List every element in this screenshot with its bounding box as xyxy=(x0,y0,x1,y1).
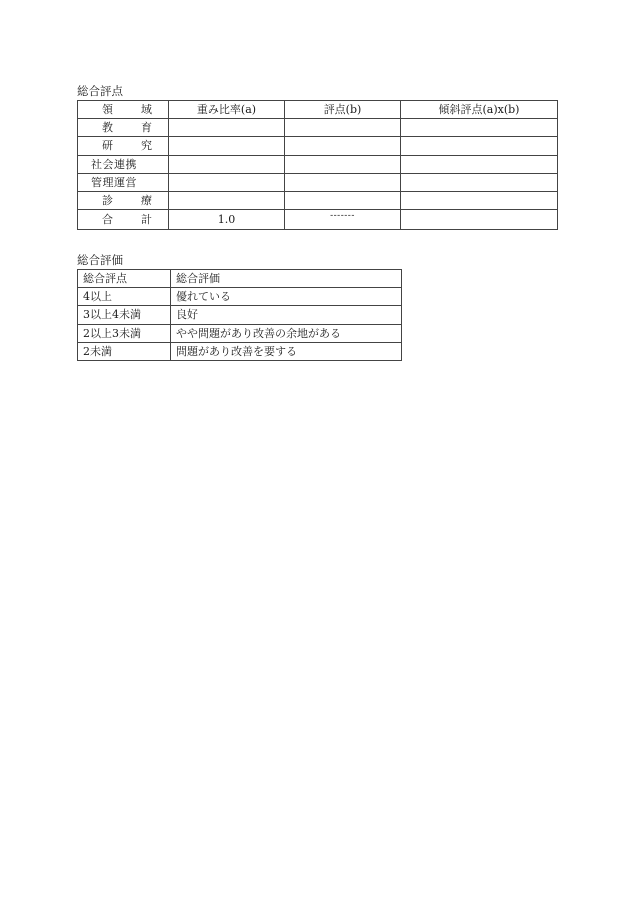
domain-cell xyxy=(78,191,169,209)
evaluation-cell: 優れている xyxy=(171,288,402,306)
eval-section-title: 総合評価 xyxy=(77,253,123,267)
header-weight: 重み比率(a) xyxy=(169,101,285,119)
domain-char-2: 療 xyxy=(141,194,152,208)
score-table-header-row xyxy=(78,101,558,119)
domain-char-1: 合 xyxy=(102,213,113,227)
header-domain-char-1: 領 xyxy=(102,103,113,117)
table-row xyxy=(78,119,558,137)
domain-char-1: 教 xyxy=(102,121,113,135)
header-domain xyxy=(78,101,169,119)
weight-cell xyxy=(169,137,285,155)
domain-text: 管理運営 xyxy=(91,175,137,189)
domain-char-2: 計 xyxy=(141,213,152,227)
score-total-cell xyxy=(285,210,401,230)
weight-cell xyxy=(169,173,285,191)
table-row xyxy=(78,288,402,306)
table-row xyxy=(78,342,402,360)
score-cell xyxy=(285,155,401,173)
evaluation-cell: 問題があり改善を要する xyxy=(171,342,402,360)
score-table xyxy=(77,100,558,230)
score-cell xyxy=(285,119,401,137)
weighted-cell xyxy=(401,137,558,155)
table-row xyxy=(78,324,402,342)
weighted-cell xyxy=(401,191,558,209)
score-cell xyxy=(285,191,401,209)
weighted-cell xyxy=(401,173,558,191)
weight-cell xyxy=(169,191,285,209)
table-row xyxy=(78,155,558,173)
domain-char-1: 研 xyxy=(102,139,113,153)
domain-cell xyxy=(78,210,169,230)
score-range-cell: 2以上3未満 xyxy=(78,324,171,342)
header-score: 評点(b) xyxy=(285,101,401,119)
domain-cell xyxy=(78,137,169,155)
weighted-cell xyxy=(401,155,558,173)
table-row-total xyxy=(78,210,558,230)
table-row xyxy=(78,137,558,155)
domain-char-1: 診 xyxy=(102,194,113,208)
weight-cell xyxy=(169,119,285,137)
score-dots: ------- xyxy=(330,211,355,222)
score-cell xyxy=(285,173,401,191)
domain-char-2: 究 xyxy=(141,139,152,153)
table-row xyxy=(78,191,558,209)
header-total-score: 総合評点 xyxy=(78,270,171,288)
score-range-cell: 4以上 xyxy=(78,288,171,306)
header-weighted-score: 傾斜評点(a)x(b) xyxy=(401,101,558,119)
evaluation-cell: 良好 xyxy=(171,306,402,324)
header-total-evaluation: 総合評価 xyxy=(171,270,402,288)
domain-text: 社会連携 xyxy=(91,157,137,171)
domain-cell xyxy=(78,173,169,191)
eval-table-header-row xyxy=(78,270,402,288)
score-range-cell: 3以上4未満 xyxy=(78,306,171,324)
score-section-title: 総合評点 xyxy=(77,84,123,98)
table-row xyxy=(78,306,402,324)
weighted-cell xyxy=(401,210,558,230)
domain-cell xyxy=(78,119,169,137)
header-domain-char-2: 域 xyxy=(141,103,152,117)
weighted-cell xyxy=(401,119,558,137)
score-range-cell: 2未満 xyxy=(78,342,171,360)
table-row xyxy=(78,173,558,191)
domain-cell xyxy=(78,155,169,173)
score-cell xyxy=(285,137,401,155)
evaluation-table xyxy=(77,269,402,361)
weight-total-cell: 1.0 xyxy=(169,210,285,230)
evaluation-cell: やや問題があり改善の余地がある xyxy=(171,324,402,342)
weight-cell xyxy=(169,155,285,173)
domain-char-2: 育 xyxy=(141,121,152,135)
